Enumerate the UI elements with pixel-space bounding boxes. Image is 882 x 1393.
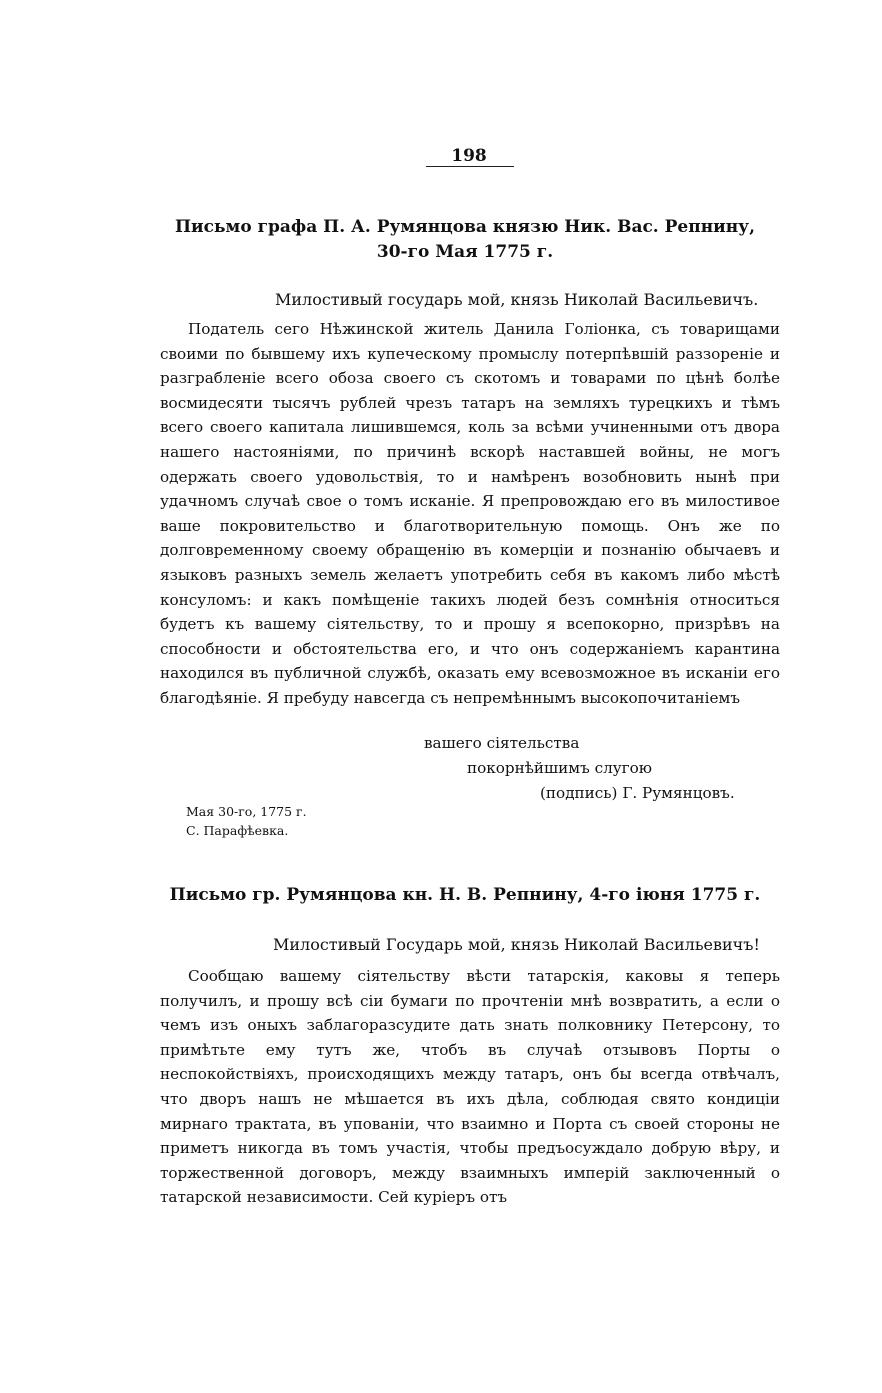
letter1-title-line1: Письмо графа П. А. Румянцова князю Ник. Вас. Репнину, xyxy=(175,217,755,237)
page-number: 198 xyxy=(451,146,487,166)
letter1-date: Мая 30-го, 1775 г. xyxy=(186,804,307,819)
letter1-closing-line2: покорнѣйшимъ слугою xyxy=(467,759,652,777)
letter1-title-line2: 30-го Мая 1775 г. xyxy=(376,242,554,262)
page-number-rule xyxy=(426,166,514,167)
letter2-body-text: Сообщаю вашему сіятельству вѣсти татарскія, каковы я теперь получилъ, и прошу всѣ сіи бумаги по прочтеніи мнѣ возвратить, а если о чемъ изъ оныхъ заблагоразсудите дать знать полковнику Петерсону, то примѣтьте ему тутъ же, чтобъ въ случаѣ отзывовъ Порты о неспокойствіяхъ, происходящихъ между татаръ, онъ бы всегда отвѣчалъ, что дворъ нашъ не мѣшается въ ихъ дѣла, соблюдая свято кондиціи мирнаго трактата, въ упованіи, что взаимно и Порта съ своей стороны не приметъ никогда въ томъ участія, чтобы предъосуждало добрую вѣру, и торжественной договоръ, между взаимныхъ имперій заключенный о татарской независимости. Сей куріеръ отъ xyxy=(160,967,780,1207)
letter1-salutation: Милостивый государь мой, князь Николай Васильевичъ. xyxy=(275,290,759,309)
letter1-place: С. Парафѣевка. xyxy=(186,823,289,838)
letter2-title: Письмо гр. Румянцова кн. Н. В. Репнину, 4-го іюня 1775 г. xyxy=(169,885,761,905)
letter1-closing-line1: вашего сіятельства xyxy=(424,734,580,752)
letter1-body xyxy=(160,317,780,711)
letter1-body-text: Податель сего Нѣжинской житель Данила Голіонка, съ товарищами своими по бывшему ихъ купеческому промыслу потерпѣвшій раззореніе и разграбленіе всего обоза своего съ скотомъ и товарами по цѣнѣ болѣе восмидесяти тысячъ рублей чрезъ татаръ на земляхъ турецкихъ и тѣмъ всего своего капитала лишившемся, коль за всѣми учиненными отъ двора нашего настояніями, по причинѣ вскорѣ наставшей войны, не могъ одержать своего удовольствія, то и намѣренъ возобновить нынѣ при удачномъ случаѣ свое о томъ исканіе. Я препровождаю его въ милостивое ваше покровительство и благотворительную помощь. Онъ же по долговременному своему обращенію въ комерціи и познанію обычаевъ и языковъ разныхъ земель желаетъ употребить себя въ какомъ либо мѣстѣ консуломъ: и какъ помѣщеніе такихъ людей безъ сомнѣнія относиться будетъ къ вашему сіятельству, то и прошу я всепокорно, призрѣвъ на способности и обстоятельства его, и что онъ содержаніемъ карантина находился въ публичной службѣ, оказать ему всевозможное въ исканіи его благодѣяніе. Я пребуду навсегда съ непремѣннымъ высокопочитаніемъ xyxy=(160,320,780,707)
letter1-signature: (подпись) Г. Румянцовъ. xyxy=(540,784,735,802)
letter2-body xyxy=(160,964,780,1210)
letter2-salutation: Милостивый Государь мой, князь Николай Васильевичъ! xyxy=(273,935,760,954)
